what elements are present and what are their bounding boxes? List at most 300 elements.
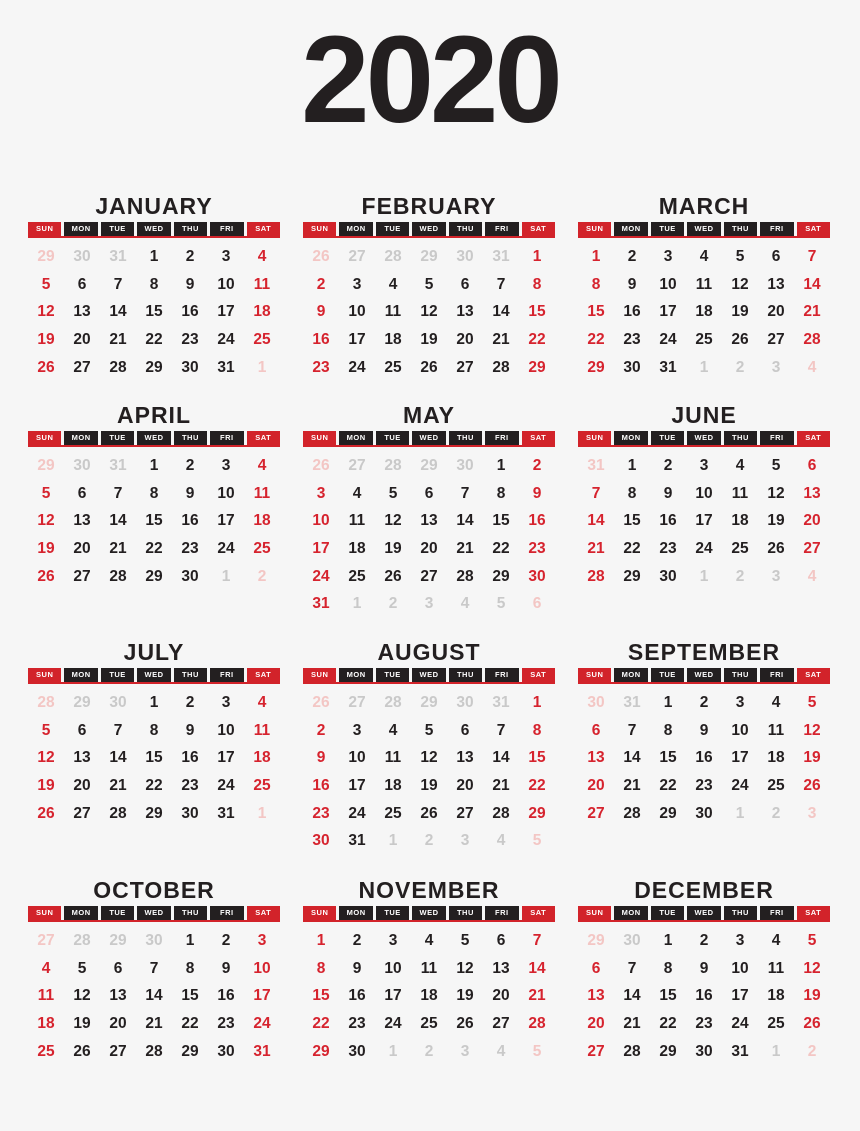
date-cell: 27 xyxy=(348,457,366,474)
date-cell: 3 xyxy=(221,248,231,265)
date-cell: 29 xyxy=(420,457,438,474)
date-cell: 25 xyxy=(253,331,271,349)
date-cell: 20 xyxy=(803,512,821,530)
date-cell: 3 xyxy=(735,694,745,711)
date-cell: 3 xyxy=(221,457,231,474)
date-cell: 29 xyxy=(109,932,127,949)
date-cell: 22 xyxy=(659,1015,677,1033)
date-cell: 29 xyxy=(623,567,641,585)
date-cell: 25 xyxy=(37,1042,55,1060)
date-cell: 29 xyxy=(659,1042,677,1060)
date-cell: 22 xyxy=(181,1015,199,1033)
date-cell: 15 xyxy=(145,512,163,530)
month-block-june xyxy=(578,401,830,618)
date-cell: 21 xyxy=(109,331,127,349)
weekday-cell-fri: FRI xyxy=(210,431,243,445)
date-cell: 4 xyxy=(496,832,506,850)
date-cell: 23 xyxy=(312,358,330,376)
date-cell: 1 xyxy=(352,595,362,613)
date-cell: 11 xyxy=(767,959,785,977)
weekday-cell-mon: MON xyxy=(339,668,372,682)
weekday-cell-sun: SUN xyxy=(28,431,61,445)
date-cell: 9 xyxy=(221,959,231,977)
weekday-cell-tue: TUE xyxy=(101,431,134,445)
month-title: DECEMBER xyxy=(634,877,774,903)
weekday-header xyxy=(303,222,555,238)
date-grid xyxy=(578,452,830,590)
date-cell: 19 xyxy=(37,540,55,558)
weekday-cell-tue: TUE xyxy=(101,222,134,236)
weekday-cell-tue: TUE xyxy=(376,906,409,920)
date-cell: 14 xyxy=(528,959,546,977)
date-cell: 6 xyxy=(591,959,601,977)
date-cell: 29 xyxy=(528,804,546,822)
date-cell: 17 xyxy=(731,749,749,767)
date-cell: 9 xyxy=(185,484,195,502)
date-grid xyxy=(578,243,830,381)
month-title: OCTOBER xyxy=(93,877,215,903)
weekday-cell-thu: THU xyxy=(724,222,757,236)
date-cell: 14 xyxy=(623,749,641,767)
date-cell: 28 xyxy=(37,694,55,711)
date-cell: 12 xyxy=(384,512,402,530)
date-cell: 18 xyxy=(420,987,438,1005)
date-cell: 1 xyxy=(388,1042,398,1060)
date-cell: 4 xyxy=(257,248,267,265)
date-cell: 5 xyxy=(735,248,745,265)
date-cell: 19 xyxy=(803,749,821,767)
date-cell: 28 xyxy=(384,248,402,265)
date-cell: 14 xyxy=(109,303,127,321)
date-cell: 5 xyxy=(424,275,434,293)
date-cell: 30 xyxy=(181,567,199,585)
date-cell: 30 xyxy=(217,1042,235,1060)
date-cell: 26 xyxy=(420,358,438,376)
date-cell: 25 xyxy=(420,1015,438,1033)
date-cell: 28 xyxy=(587,567,605,585)
date-cell: 6 xyxy=(77,275,87,293)
date-cell: 25 xyxy=(253,540,271,558)
date-cell: 28 xyxy=(384,457,402,474)
date-cell: 5 xyxy=(41,275,51,293)
date-cell: 22 xyxy=(145,331,163,349)
date-cell: 23 xyxy=(217,1015,235,1033)
date-cell: 5 xyxy=(41,721,51,739)
date-cell: 30 xyxy=(181,358,199,376)
date-cell: 2 xyxy=(663,457,673,474)
date-cell: 24 xyxy=(348,804,366,822)
date-cell: 4 xyxy=(771,932,781,949)
date-cell: 8 xyxy=(496,484,506,502)
date-cell: 6 xyxy=(77,721,87,739)
date-cell: 15 xyxy=(659,749,677,767)
date-cell: 31 xyxy=(253,1042,271,1060)
date-cell: 7 xyxy=(627,959,637,977)
date-cell: 2 xyxy=(185,694,195,711)
date-cell: 9 xyxy=(316,749,326,767)
date-cell: 11 xyxy=(348,512,366,530)
date-cell: 5 xyxy=(532,832,542,850)
date-cell: 7 xyxy=(807,248,817,265)
weekday-cell-wed: WED xyxy=(687,668,720,682)
month-block-july xyxy=(28,638,280,855)
date-cell: 2 xyxy=(424,1042,434,1060)
date-cell: 16 xyxy=(312,331,330,349)
date-cell: 10 xyxy=(695,484,713,502)
date-cell: 3 xyxy=(460,1042,470,1060)
date-cell: 11 xyxy=(384,749,402,767)
date-cell: 15 xyxy=(492,512,510,530)
date-cell: 6 xyxy=(807,457,817,474)
date-cell: 17 xyxy=(348,331,366,349)
calendar-band-1 xyxy=(28,192,832,381)
date-cell: 6 xyxy=(113,959,123,977)
month-title: JULY xyxy=(123,639,185,665)
date-grid xyxy=(28,452,280,590)
weekday-header xyxy=(578,906,830,922)
date-cell: 24 xyxy=(348,358,366,376)
date-cell: 3 xyxy=(352,275,362,293)
weekday-cell-fri: FRI xyxy=(210,222,243,236)
date-cell: 22 xyxy=(587,331,605,349)
date-cell: 31 xyxy=(348,832,366,850)
date-cell: 25 xyxy=(384,358,402,376)
date-cell: 14 xyxy=(456,512,474,530)
date-cell: 19 xyxy=(37,331,55,349)
date-cell: 31 xyxy=(659,358,677,376)
date-cell: 9 xyxy=(627,275,637,293)
date-cell: 21 xyxy=(109,540,127,558)
weekday-cell-thu: THU xyxy=(449,906,482,920)
date-cell: 15 xyxy=(659,987,677,1005)
weekday-cell-sat: SAT xyxy=(522,668,555,682)
date-cell: 15 xyxy=(623,512,641,530)
date-cell: 14 xyxy=(109,512,127,530)
weekday-cell-sun: SUN xyxy=(303,906,336,920)
month-block-october xyxy=(28,876,280,1065)
date-cell: 1 xyxy=(663,694,673,711)
date-cell: 21 xyxy=(145,1015,163,1033)
date-cell: 31 xyxy=(217,804,235,822)
weekday-header xyxy=(28,431,280,447)
calendar-band-3 xyxy=(28,638,832,855)
date-cell: 29 xyxy=(492,567,510,585)
weekday-cell-mon: MON xyxy=(339,906,372,920)
date-cell: 8 xyxy=(532,275,542,293)
date-cell: 26 xyxy=(803,777,821,795)
date-cell: 8 xyxy=(316,959,326,977)
date-cell: 6 xyxy=(77,484,87,502)
month-block-may xyxy=(303,401,555,618)
date-cell: 11 xyxy=(253,275,271,293)
date-cell: 18 xyxy=(695,303,713,321)
date-cell: 7 xyxy=(113,721,123,739)
date-cell: 18 xyxy=(253,512,271,530)
date-cell: 22 xyxy=(312,1015,330,1033)
weekday-cell-thu: THU xyxy=(449,668,482,682)
weekday-cell-tue: TUE xyxy=(101,906,134,920)
date-cell: 16 xyxy=(181,512,199,530)
date-cell: 27 xyxy=(587,1042,605,1060)
weekday-cell-wed: WED xyxy=(687,906,720,920)
month-block-september xyxy=(578,638,830,855)
date-cell: 18 xyxy=(37,1015,55,1033)
date-cell: 30 xyxy=(695,804,713,822)
date-cell: 3 xyxy=(352,721,362,739)
month-title: JANUARY xyxy=(95,193,213,219)
date-cell: 28 xyxy=(528,1015,546,1033)
date-cell: 2 xyxy=(735,567,745,585)
date-cell: 13 xyxy=(420,512,438,530)
date-cell: 27 xyxy=(492,1015,510,1033)
month-block-february xyxy=(303,192,555,381)
weekday-cell-fri: FRI xyxy=(210,668,243,682)
date-cell: 1 xyxy=(627,457,637,474)
date-cell: 11 xyxy=(731,484,749,502)
date-cell: 20 xyxy=(73,777,91,795)
date-cell: 30 xyxy=(659,567,677,585)
weekday-cell-wed: WED xyxy=(412,906,445,920)
date-cell: 4 xyxy=(257,694,267,711)
date-cell: 24 xyxy=(695,540,713,558)
weekday-cell-sun: SUN xyxy=(578,431,611,445)
weekday-cell-sun: SUN xyxy=(303,222,336,236)
weekday-cell-mon: MON xyxy=(339,431,372,445)
date-cell: 11 xyxy=(384,303,402,321)
weekday-cell-mon: MON xyxy=(614,668,647,682)
date-cell: 31 xyxy=(109,457,127,474)
date-cell: 1 xyxy=(735,804,745,822)
date-cell: 29 xyxy=(145,358,163,376)
date-cell: 17 xyxy=(659,303,677,321)
date-cell: 28 xyxy=(456,567,474,585)
date-cell: 27 xyxy=(803,540,821,558)
date-cell: 1 xyxy=(532,248,542,265)
weekday-header xyxy=(578,431,830,447)
date-grid xyxy=(578,689,830,827)
date-cell: 14 xyxy=(145,987,163,1005)
date-cell: 14 xyxy=(492,303,510,321)
date-cell: 1 xyxy=(221,567,231,585)
date-cell: 18 xyxy=(253,303,271,321)
date-cell: 30 xyxy=(73,457,91,474)
weekday-cell-mon: MON xyxy=(64,906,97,920)
year-title: 2020 xyxy=(301,12,559,149)
date-cell: 12 xyxy=(73,987,91,1005)
date-cell: 20 xyxy=(420,540,438,558)
date-cell: 27 xyxy=(420,567,438,585)
date-cell: 25 xyxy=(384,804,402,822)
date-cell: 28 xyxy=(492,804,510,822)
weekday-cell-thu: THU xyxy=(449,431,482,445)
date-cell: 30 xyxy=(623,932,641,949)
date-cell: 15 xyxy=(145,749,163,767)
date-cell: 12 xyxy=(37,303,55,321)
date-cell: 3 xyxy=(221,694,231,711)
date-cell: 11 xyxy=(420,959,438,977)
date-cell: 22 xyxy=(528,331,546,349)
date-cell: 31 xyxy=(623,694,641,711)
date-cell: 18 xyxy=(253,749,271,767)
date-cell: 27 xyxy=(348,248,366,265)
date-cell: 26 xyxy=(37,358,55,376)
date-cell: 28 xyxy=(109,567,127,585)
date-cell: 2 xyxy=(424,832,434,850)
weekday-cell-tue: TUE xyxy=(101,668,134,682)
date-cell: 1 xyxy=(149,248,159,265)
weekday-cell-mon: MON xyxy=(614,431,647,445)
month-block-april xyxy=(28,401,280,618)
date-cell: 14 xyxy=(623,987,641,1005)
date-cell: 27 xyxy=(587,804,605,822)
date-cell: 18 xyxy=(348,540,366,558)
date-cell: 13 xyxy=(456,303,474,321)
date-cell: 18 xyxy=(767,987,785,1005)
date-cell: 17 xyxy=(695,512,713,530)
date-cell: 1 xyxy=(496,457,506,474)
weekday-cell-sat: SAT xyxy=(797,906,830,920)
date-cell: 4 xyxy=(699,248,709,265)
date-cell: 26 xyxy=(731,331,749,349)
date-cell: 22 xyxy=(659,777,677,795)
date-cell: 7 xyxy=(532,932,542,949)
date-cell: 20 xyxy=(492,987,510,1005)
date-cell: 28 xyxy=(109,358,127,376)
date-cell: 12 xyxy=(420,303,438,321)
date-cell: 23 xyxy=(348,1015,366,1033)
date-cell: 30 xyxy=(456,457,474,474)
date-cell: 22 xyxy=(623,540,641,558)
date-cell: 4 xyxy=(807,567,817,585)
date-cell: 27 xyxy=(456,358,474,376)
date-cell: 19 xyxy=(73,1015,91,1033)
weekday-cell-mon: MON xyxy=(64,222,97,236)
month-title: MAY xyxy=(403,402,455,428)
date-grid xyxy=(28,243,280,381)
date-cell: 12 xyxy=(420,749,438,767)
date-cell: 7 xyxy=(496,275,506,293)
weekday-header xyxy=(578,668,830,684)
date-cell: 7 xyxy=(113,275,123,293)
date-cell: 25 xyxy=(695,331,713,349)
date-cell: 25 xyxy=(767,777,785,795)
weekday-cell-fri: FRI xyxy=(210,906,243,920)
date-cell: 10 xyxy=(348,303,366,321)
date-cell: 21 xyxy=(623,777,641,795)
date-cell: 1 xyxy=(591,248,601,265)
date-cell: 4 xyxy=(807,358,817,376)
date-cell: 20 xyxy=(73,540,91,558)
weekday-cell-thu: THU xyxy=(174,222,207,236)
date-cell: 25 xyxy=(253,777,271,795)
date-cell: 19 xyxy=(803,987,821,1005)
date-cell: 9 xyxy=(316,303,326,321)
date-cell: 23 xyxy=(695,777,713,795)
weekday-cell-thu: THU xyxy=(174,906,207,920)
date-cell: 18 xyxy=(384,777,402,795)
date-cell: 25 xyxy=(731,540,749,558)
date-cell: 17 xyxy=(731,987,749,1005)
date-cell: 26 xyxy=(37,567,55,585)
date-cell: 4 xyxy=(352,484,362,502)
date-cell: 21 xyxy=(803,303,821,321)
weekday-cell-thu: THU xyxy=(724,668,757,682)
date-cell: 29 xyxy=(181,1042,199,1060)
weekday-cell-sat: SAT xyxy=(247,668,280,682)
weekday-header xyxy=(28,222,280,238)
weekday-cell-wed: WED xyxy=(687,431,720,445)
date-cell: 3 xyxy=(460,832,470,850)
date-cell: 10 xyxy=(384,959,402,977)
date-cell: 9 xyxy=(532,484,542,502)
date-cell: 20 xyxy=(73,331,91,349)
date-cell: 26 xyxy=(73,1042,91,1060)
date-cell: 24 xyxy=(253,1015,271,1033)
date-cell: 19 xyxy=(420,777,438,795)
date-cell: 2 xyxy=(316,721,326,739)
date-cell: 23 xyxy=(528,540,546,558)
date-cell: 29 xyxy=(37,457,55,474)
date-cell: 20 xyxy=(456,777,474,795)
date-cell: 16 xyxy=(623,303,641,321)
weekday-cell-wed: WED xyxy=(137,222,170,236)
date-cell: 18 xyxy=(731,512,749,530)
date-cell: 4 xyxy=(460,595,470,613)
date-cell: 19 xyxy=(767,512,785,530)
weekday-cell-tue: TUE xyxy=(376,222,409,236)
date-cell: 13 xyxy=(492,959,510,977)
date-cell: 22 xyxy=(492,540,510,558)
date-cell: 19 xyxy=(384,540,402,558)
weekday-cell-sun: SUN xyxy=(28,906,61,920)
date-cell: 6 xyxy=(591,721,601,739)
weekday-cell-fri: FRI xyxy=(760,906,793,920)
date-cell: 30 xyxy=(348,1042,366,1060)
weekday-header xyxy=(303,906,555,922)
date-cell: 12 xyxy=(803,959,821,977)
weekday-cell-fri: FRI xyxy=(760,431,793,445)
date-cell: 26 xyxy=(803,1015,821,1033)
month-block-november xyxy=(303,876,555,1065)
weekday-cell-sun: SUN xyxy=(303,668,336,682)
date-cell: 23 xyxy=(659,540,677,558)
weekday-cell-sun: SUN xyxy=(578,668,611,682)
date-cell: 30 xyxy=(145,932,163,949)
date-cell: 28 xyxy=(109,804,127,822)
weekday-cell-sat: SAT xyxy=(797,668,830,682)
date-grid xyxy=(303,243,555,381)
date-cell: 29 xyxy=(37,248,55,265)
date-cell: 13 xyxy=(109,987,127,1005)
date-cell: 15 xyxy=(528,303,546,321)
date-cell: 1 xyxy=(185,932,195,949)
date-cell: 13 xyxy=(456,749,474,767)
date-cell: 6 xyxy=(532,595,542,613)
date-cell: 30 xyxy=(528,567,546,585)
date-cell: 4 xyxy=(424,932,434,949)
date-cell: 30 xyxy=(109,694,127,711)
date-cell: 28 xyxy=(492,358,510,376)
weekday-cell-tue: TUE xyxy=(651,668,684,682)
weekday-cell-sun: SUN xyxy=(28,222,61,236)
date-cell: 5 xyxy=(424,721,434,739)
date-cell: 16 xyxy=(695,749,713,767)
date-cell: 9 xyxy=(185,275,195,293)
date-cell: 13 xyxy=(803,484,821,502)
date-cell: 30 xyxy=(456,248,474,265)
weekday-cell-thu: THU xyxy=(174,668,207,682)
date-cell: 8 xyxy=(532,721,542,739)
